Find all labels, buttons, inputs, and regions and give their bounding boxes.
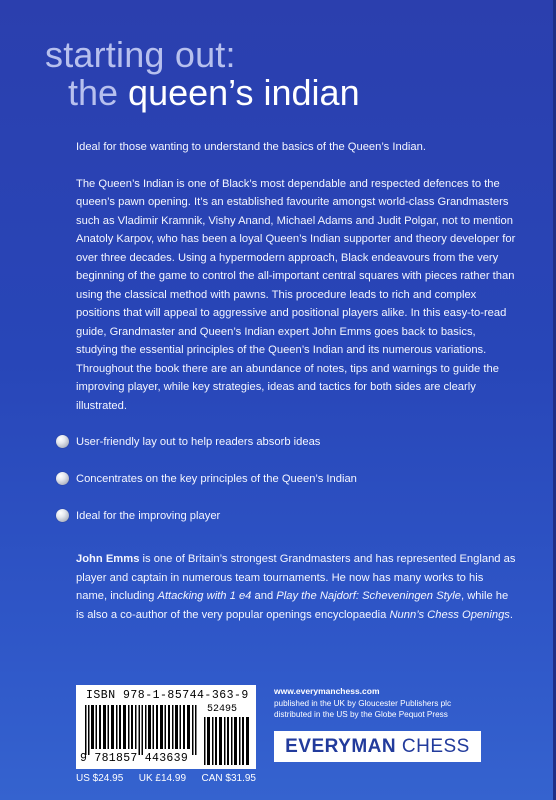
feature-item [76, 507, 516, 544]
publisher-us: distributed in the US by the Globe Pequot Press [274, 710, 448, 719]
author-bio [76, 550, 516, 624]
logo-everyman: EVERYMAN [285, 735, 397, 757]
barcode [76, 685, 256, 769]
publisher-uk: published in the UK by Gloucester Publishers plc [274, 698, 452, 708]
author-name: John Emms [76, 553, 140, 565]
book-title-3: Nunn’s Chess Openings [389, 608, 510, 621]
title-line-1: starting out: [45, 34, 236, 75]
back-cover-text [76, 138, 516, 624]
ean-barcode-icon [85, 705, 197, 755]
logo-chess: CHESS [401, 735, 470, 757]
bio-text-1: is one of Britain’s strongest Grandmasters and has represented England as player and captain in numerous team tournaments. He now has many works to his name, including [76, 553, 516, 602]
bio-text-2: and [251, 590, 277, 602]
feature-item [76, 470, 516, 507]
price-us: US $24.95 [76, 773, 124, 784]
isbn-number: ISBN 978-1-85744-363-9 [86, 689, 249, 702]
title-prefix: the [68, 72, 129, 113]
bullet-icon [56, 472, 69, 485]
bio-text-4: . [509, 608, 514, 621]
feature-item [76, 433, 516, 470]
book-title [45, 36, 360, 112]
feature-text: Ideal for the improving player [76, 510, 221, 522]
publisher-info [274, 686, 451, 721]
price-can: CAN $31.95 [201, 773, 256, 784]
title-main: queen’s indian [128, 72, 360, 113]
addon-barcode-icon [204, 717, 250, 765]
bio-text-3: , while he is also a co-author of the very popular openings encyclopaedia [76, 590, 509, 621]
price-list [76, 773, 256, 784]
price-uk: UK £14.99 [138, 773, 187, 784]
bullet-icon [56, 435, 69, 448]
bullet-icon [56, 509, 69, 522]
feature-list [76, 433, 516, 544]
feature-text: Concentrates on the key principles of the Queen’s Indian [76, 473, 357, 485]
description: The Queen’s Indian is one of Black’s most dependable and respected defences to the queen’s pawn opening. It’s an established favourite amongst world-class Grandmasters such as Vladimir Kramnik, Vishy Anand, Michael Adams and Judit Polgar, not to mention Anatoly Karpov, who has been a loyal Queen’s Indian supporter and theory developer for over three decades. Using a hypermodern approach, Black endeavours from the very beginning of the game to control the all-important central squares with pieces rather than using the classical method with pawns. This procedure leads to rich and complex positions that will appeal to aggressive and positional players alike. In this easy-to-read guide, Grandmaster and Queen’s Indian expert John Emms goes back to basics, studying the essential principles of the Queen’s Indian and its numerous variations. Throughout the book there are an abundance of notes, tips and warnings to guide the improving player, while key strategies, ideas and tactics for both sides are clearly illustrated. [76, 177, 516, 412]
feature-text: User-friendly lay out to help readers absorb ideas [76, 436, 321, 448]
price-code: 52495 [207, 704, 238, 715]
ean-digits: 9 781857 443639 [80, 752, 189, 765]
publisher-url[interactable]: www.everymanchess.com [274, 686, 380, 696]
book-title-2: Play the Najdorf: Scheveningen Style [276, 590, 461, 602]
book-title-1: Attacking with 1 e4 [157, 590, 252, 602]
everyman-chess-logo [274, 731, 481, 762]
title-line-2 [68, 74, 360, 112]
tagline: Ideal for those wanting to understand the basics of the Queen’s Indian. [76, 141, 426, 153]
